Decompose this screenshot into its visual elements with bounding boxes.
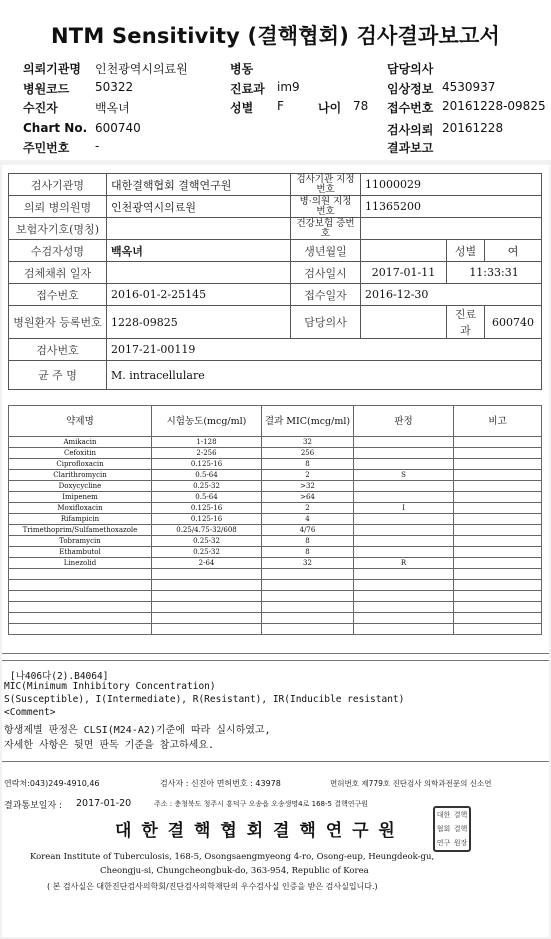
- mic-value: 8: [262, 536, 354, 547]
- value-resident-number: -: [95, 139, 100, 153]
- info-value: 2016-01-2-25145: [107, 284, 291, 306]
- label-requesting-institution: 의뢰기관명: [23, 62, 81, 76]
- table-row: [9, 218, 542, 240]
- info-value: M. intracellulare: [107, 361, 542, 390]
- table-row: [9, 196, 542, 218]
- empty-cell: [262, 569, 354, 580]
- table-row: [9, 613, 542, 624]
- label-clinical-info: 임상정보: [387, 82, 434, 96]
- value-accession-number: 20161228-09825: [442, 99, 546, 113]
- value-hospital-code: 50322: [95, 80, 134, 94]
- table-row: [9, 284, 542, 306]
- mic-value: >64: [262, 492, 354, 503]
- info-value: 인천광역시의료원: [107, 196, 291, 218]
- drug-name: Moxifloxacin: [9, 503, 152, 514]
- info-value: 11000029: [361, 174, 542, 196]
- info-label: 검사번호: [9, 339, 107, 361]
- empty-cell: [9, 602, 152, 613]
- table-row: [9, 503, 542, 514]
- test-range: 0.125-16: [152, 514, 262, 525]
- test-range: 0.125-16: [152, 503, 262, 514]
- footer-address-en-line2: Cheongju-si, Chungcheongbuk-do, 363-954, Republic of Korea: [100, 866, 369, 876]
- value-sex: F: [277, 99, 284, 113]
- value-clinical-info: 4530937: [442, 80, 496, 94]
- test-range: 0.5-64: [152, 470, 262, 481]
- table-row: [9, 361, 542, 390]
- empty-cell: [454, 525, 542, 536]
- info-value: 600740: [485, 306, 542, 339]
- empty-cell: [152, 602, 262, 613]
- mic-value: 8: [262, 547, 354, 558]
- empty-cell: [454, 536, 542, 547]
- empty-cell: [152, 569, 262, 580]
- drug-name: Trimethoprim/Sulfamethoxazole: [9, 525, 152, 536]
- empty-cell: [152, 591, 262, 602]
- info-value: [361, 306, 447, 339]
- label-request-date: 검사의뢰: [387, 123, 434, 137]
- empty-cell: [454, 547, 542, 558]
- report-title: NTM Sensitivity (결핵협회) 검사결과보고서: [51, 24, 500, 48]
- empty-cell: [152, 624, 262, 635]
- info-value: 1228-09825: [107, 306, 291, 339]
- info-value: [107, 262, 291, 284]
- table-row: [9, 580, 542, 591]
- label-patient: 수진자: [23, 101, 58, 115]
- interpretation: [354, 547, 454, 558]
- note-comment-line: 자세한 사항은 뒷면 판독 기준을 참고하세요.: [4, 740, 215, 751]
- divider: [2, 653, 549, 654]
- value-department: im9: [277, 80, 300, 94]
- footer-contact: 연락처:043)249-4910,46: [4, 779, 100, 788]
- institute-name-kr: 대 한 결 핵 협 회 결 핵 연 구 원: [115, 821, 397, 841]
- empty-cell: [262, 613, 354, 624]
- table-row: [9, 459, 542, 470]
- table-row: [9, 492, 542, 503]
- test-range: 1-128: [152, 437, 262, 448]
- interpretation: [354, 481, 454, 492]
- test-range: 0.25/4.75-32/608: [152, 525, 262, 536]
- mic-value: 4/76: [262, 525, 354, 536]
- table-row: [9, 174, 542, 196]
- info-label: 접수일자: [291, 284, 361, 306]
- mic-value: 32: [262, 558, 354, 569]
- label-chart-no: Chart No.: [23, 121, 88, 135]
- empty-cell: [454, 437, 542, 448]
- test-range: 0.5-64: [152, 492, 262, 503]
- label-hospital-code: 병원코드: [23, 82, 70, 96]
- info-label: 수검자성명: [9, 240, 107, 262]
- test-range: 2-64: [152, 558, 262, 569]
- table-row: [9, 536, 542, 547]
- divider: [2, 660, 549, 661]
- info-value: 여: [485, 240, 542, 262]
- test-range: 0.25-32: [152, 481, 262, 492]
- interpretation: [354, 525, 454, 536]
- empty-cell: [454, 481, 542, 492]
- seal-text: 원장: [453, 839, 468, 847]
- note-legend: S(Susceptible), I(Intermediate), R(Resistant), IR(Inducible resistant): [4, 694, 405, 705]
- table-row: [9, 262, 542, 284]
- footer-address-kr: 주소 : 충청북도 청주시 흥덕구 오송읍 오송생명4로 168-5 결핵연구원: [154, 800, 369, 808]
- empty-cell: [354, 591, 454, 602]
- empty-cell: [9, 624, 152, 635]
- mic-value: 4: [262, 514, 354, 525]
- column-header-remarks: 비고: [454, 406, 542, 437]
- note-comment-heading: <Comment>: [4, 707, 56, 718]
- official-seal-stamp: [433, 806, 471, 852]
- table-row: [9, 306, 542, 339]
- drug-name: Doxycycline: [9, 481, 152, 492]
- empty-cell: [454, 580, 542, 591]
- info-label: 성별: [447, 240, 485, 262]
- info-label: 접수번호: [9, 284, 107, 306]
- empty-cell: [9, 613, 152, 624]
- footer-report-date: 2017-01-20: [76, 798, 132, 809]
- table-row: [9, 569, 542, 580]
- empty-cell: [9, 591, 152, 602]
- table-row: [9, 602, 542, 613]
- table-row: [9, 547, 542, 558]
- footer-address-en-line1: Korean Institute of Tuberculosis, 168-5, Osongsaengmyeong 4-ro, Osong-eup, Heungdeok-gu,: [30, 852, 435, 862]
- report-header: [0, 0, 551, 160]
- test-range: 0.25-32: [152, 536, 262, 547]
- column-header-drug: 약제명: [9, 406, 152, 437]
- info-label: 균 주 명: [9, 361, 107, 390]
- interpretation: [354, 536, 454, 547]
- empty-cell: [454, 624, 542, 635]
- label-physician: 담당의사: [387, 62, 434, 76]
- drug-name: Imipenem: [9, 492, 152, 503]
- note-code: [나406다(2).B4064]: [10, 671, 109, 682]
- empty-cell: [454, 569, 542, 580]
- info-label: 검사기관명: [9, 174, 107, 196]
- info-label: 병·의원 지정번호: [291, 196, 361, 218]
- interpretation: [354, 514, 454, 525]
- drug-name: Linezolid: [9, 558, 152, 569]
- label-resident-number: 주민번호: [23, 141, 70, 155]
- empty-cell: [454, 470, 542, 481]
- table-row: [9, 525, 542, 536]
- info-value: 2016-12-30: [361, 284, 542, 306]
- empty-cell: [152, 613, 262, 624]
- seal-text: 결핵: [453, 825, 468, 833]
- info-label: 병원환자 등록번호: [9, 306, 107, 339]
- interpretation: S: [354, 470, 454, 481]
- value-patient: 백옥녀: [95, 101, 130, 115]
- empty-cell: [454, 602, 542, 613]
- mic-value: 32: [262, 437, 354, 448]
- interpretation: I: [354, 503, 454, 514]
- empty-cell: [354, 602, 454, 613]
- footer-examiner: 검사자 : 신진아 면허번호 : 43978: [160, 779, 281, 788]
- empty-cell: [454, 459, 542, 470]
- empty-cell: [152, 580, 262, 591]
- test-range: 2-256: [152, 448, 262, 459]
- table-row: [9, 558, 542, 569]
- footer-report-label: 결과통보일자 :: [4, 801, 63, 811]
- value-chart-no: 600740: [95, 121, 141, 135]
- info-label: 검사기관 지정번호: [291, 174, 361, 196]
- info-label: 검사일시: [291, 262, 361, 284]
- table-row: [9, 481, 542, 492]
- test-range: 0.25-32: [152, 547, 262, 558]
- empty-cell: [354, 580, 454, 591]
- drug-name: Ethambutol: [9, 547, 152, 558]
- empty-cell: [354, 613, 454, 624]
- label-ward: 병동: [230, 62, 254, 76]
- interpretation: [354, 437, 454, 448]
- empty-cell: [262, 591, 354, 602]
- seal-text: 연구: [436, 839, 451, 847]
- interpretation: [354, 459, 454, 470]
- value-age: 78: [353, 99, 369, 113]
- label-result-report: 결과보고: [387, 141, 434, 155]
- info-label: 담당의사: [291, 306, 361, 339]
- label-age: 나이: [318, 101, 342, 115]
- drug-susceptibility-table: [8, 405, 542, 635]
- table-row: [9, 514, 542, 525]
- empty-cell: [262, 580, 354, 591]
- table-row: [9, 591, 542, 602]
- info-value: 2017-01-11: [361, 262, 447, 284]
- footer-director: 면허번호 제779호 진단검사 의학과전문의 신소연: [330, 779, 492, 788]
- mic-value: 2: [262, 503, 354, 514]
- info-value: 대한결핵협회 결핵연구원: [107, 174, 291, 196]
- label-accession-number: 접수번호: [387, 101, 434, 115]
- table-row: [9, 624, 542, 635]
- drug-name: Clarithromycin: [9, 470, 152, 481]
- empty-cell: [454, 613, 542, 624]
- drug-name: Ciprofloxacin: [9, 459, 152, 470]
- info-value: [107, 218, 291, 240]
- table-row: [9, 240, 542, 262]
- info-label: 진료과: [447, 306, 485, 339]
- empty-cell: [454, 558, 542, 569]
- info-label: 검체채취 일자: [9, 262, 107, 284]
- drug-name: Rifampicin: [9, 514, 152, 525]
- mic-value: >32: [262, 481, 354, 492]
- footer-certification: ( 본 검사실은 대한진단검사의학회/진단검사의학재단의 우수검사실 인증을 받은 검사실입니다.): [47, 882, 378, 891]
- table-row: [9, 437, 542, 448]
- note-mic-definition: MIC(Minimum Inhibitory Concentration): [4, 681, 216, 692]
- mic-value: 256: [262, 448, 354, 459]
- info-value: 11:33:31: [447, 262, 542, 284]
- drug-name: Cefoxitin: [9, 448, 152, 459]
- interpretation: [354, 492, 454, 503]
- value-requesting-institution: 인천광역시의료원: [95, 62, 188, 76]
- column-header-interpretation: 판정: [354, 406, 454, 437]
- table-row: [9, 448, 542, 459]
- table-header-row: [9, 406, 542, 437]
- empty-cell: [454, 514, 542, 525]
- divider: [2, 761, 549, 762]
- seal-text: 협회: [436, 825, 451, 833]
- empty-cell: [454, 448, 542, 459]
- test-range: 0.125-16: [152, 459, 262, 470]
- interpretation: R: [354, 558, 454, 569]
- table-row: [9, 339, 542, 361]
- empty-cell: [354, 569, 454, 580]
- mic-value: 2: [262, 470, 354, 481]
- info-value: 백옥녀: [107, 240, 291, 262]
- interpretation: [354, 448, 454, 459]
- note-comment-line: 항생제별 판정은 CLSI(M24-A2)기준에 따라 실시하였고,: [4, 725, 271, 736]
- patient-info-table: [8, 173, 542, 390]
- info-label: 생년월일: [291, 240, 361, 262]
- empty-cell: [262, 602, 354, 613]
- label-sex: 성별: [230, 101, 254, 115]
- column-header-test-range: 시험농도(mcg/ml): [152, 406, 262, 437]
- info-label: 의뢰 병의원명: [9, 196, 107, 218]
- value-request-date: 20161228: [442, 121, 504, 135]
- drug-name: Tobramycin: [9, 536, 152, 547]
- seal-text: 대한: [436, 811, 451, 819]
- empty-cell: [9, 569, 152, 580]
- empty-cell: [454, 591, 542, 602]
- empty-cell: [454, 503, 542, 514]
- info-label: 건강보험 증번호: [291, 218, 361, 240]
- seal-text: 결핵: [453, 811, 468, 819]
- empty-cell: [454, 492, 542, 503]
- drug-name: Amikacin: [9, 437, 152, 448]
- info-value: 11365200: [361, 196, 542, 218]
- table-row: [9, 470, 542, 481]
- empty-cell: [9, 580, 152, 591]
- empty-cell: [262, 624, 354, 635]
- empty-cell: [354, 624, 454, 635]
- label-department: 진료과: [230, 82, 265, 96]
- info-value: [361, 240, 447, 262]
- info-label: 보험자기호(명칭): [9, 218, 107, 240]
- info-value: 2017-21-00119: [107, 339, 542, 361]
- column-header-mic: 결과 MIC(mcg/ml): [262, 406, 354, 437]
- info-value: [361, 218, 542, 240]
- mic-value: 8: [262, 459, 354, 470]
